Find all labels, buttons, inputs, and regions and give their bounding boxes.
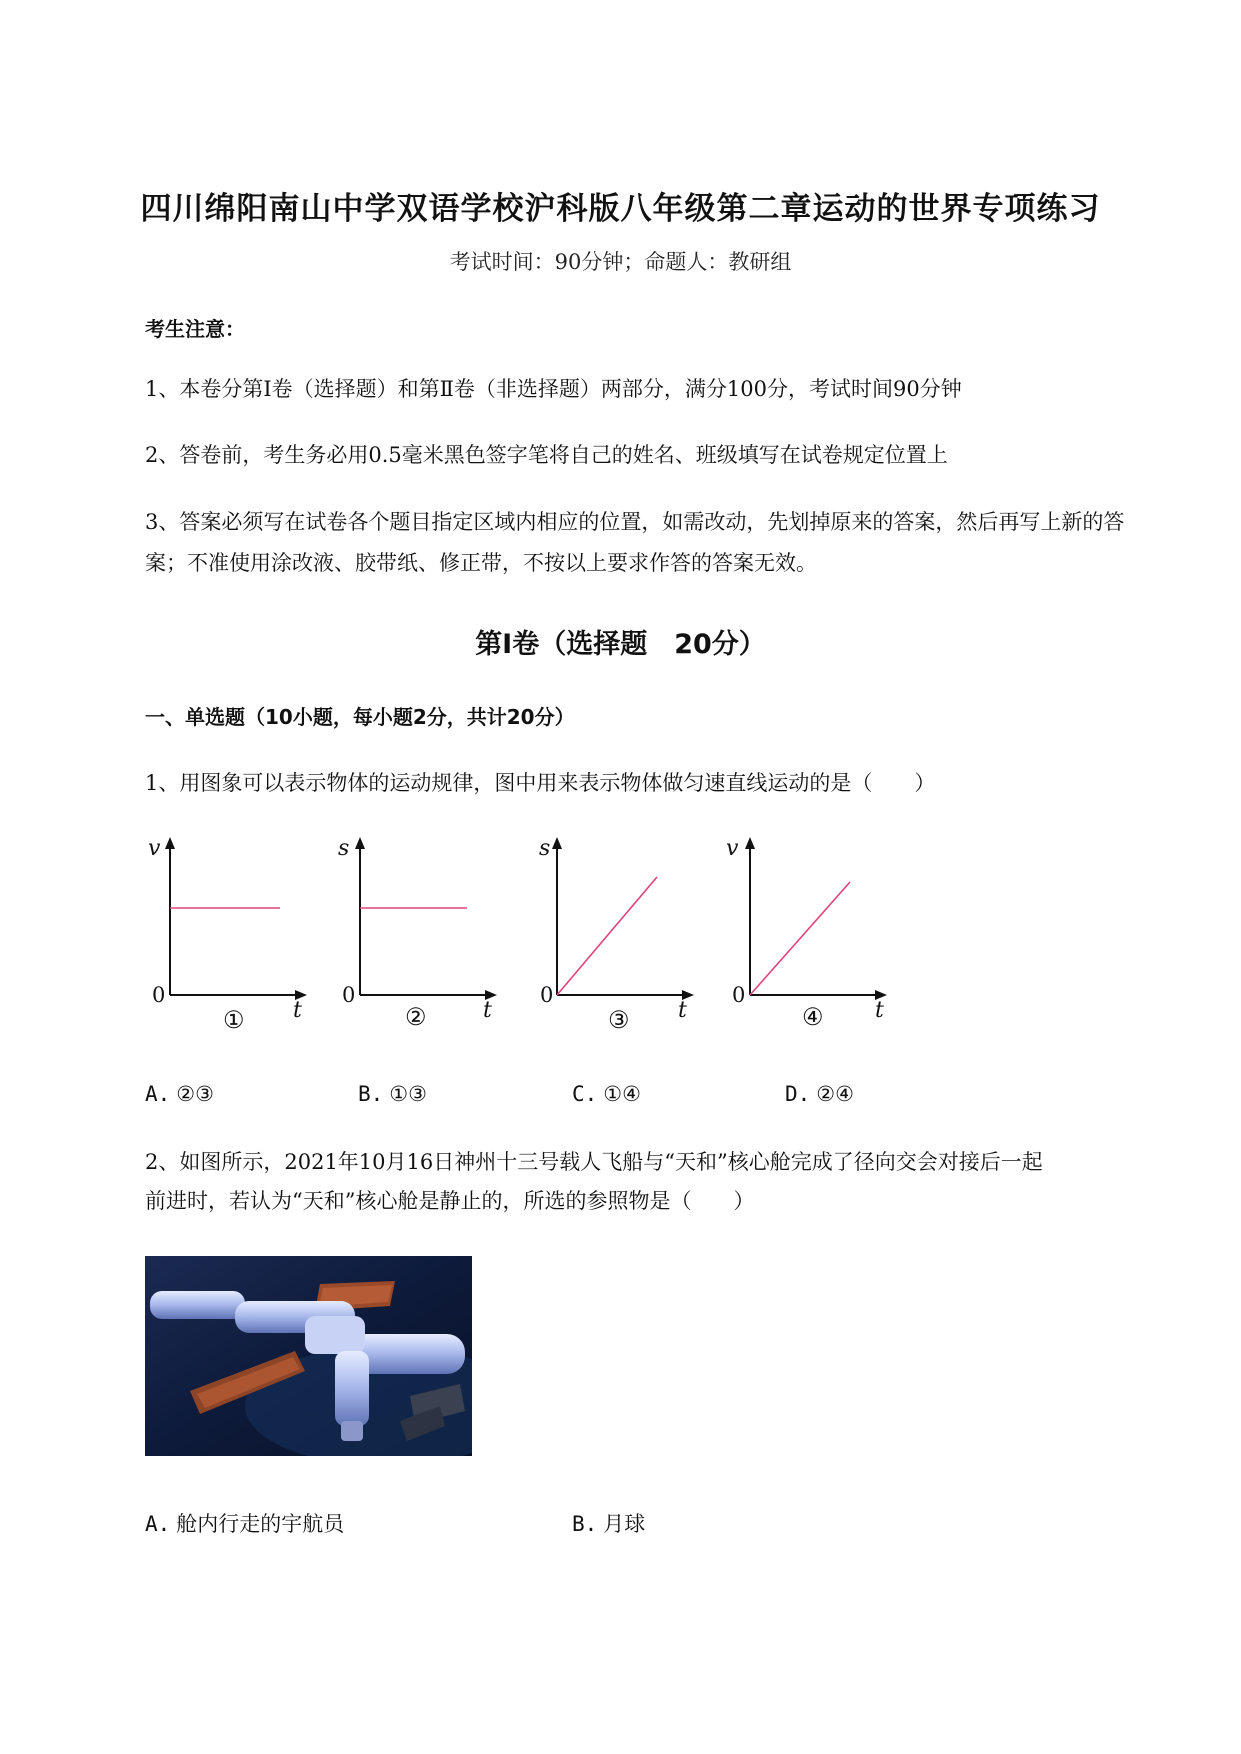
- graph-2: [335, 835, 525, 1035]
- question-1-option-c[interactable]: [572, 1082, 641, 1106]
- x-axis-label: t: [678, 998, 687, 1023]
- x-axis-label: t: [875, 998, 884, 1023]
- question-2-option-a[interactable]: [145, 1508, 344, 1538]
- option-text: ②④: [816, 1082, 854, 1106]
- exam-info: 考试时间：90分钟；命题人：教研组: [449, 250, 792, 274]
- part-heading: 一、单选题（10小题，每小题2分，共计20分）: [145, 705, 575, 729]
- document-title: 四川绵阳南山中学双语学校沪科版八年级第二章运动的世界专项练习: [140, 191, 1101, 227]
- x-axis-label: t: [293, 998, 302, 1023]
- question-2-option-b[interactable]: [572, 1508, 645, 1538]
- question-1-stem: 1、用图象可以表示物体的运动规律，图中用来表示物体做匀速直线运动的是（ ）: [145, 771, 936, 795]
- y-axis-label: v: [148, 836, 161, 861]
- option-text: 月球: [603, 1512, 646, 1536]
- x-axis-label: t: [483, 998, 492, 1023]
- question-1-option-a[interactable]: [145, 1082, 214, 1106]
- y-axis-label: s: [338, 836, 350, 861]
- option-letter: D.: [785, 1082, 811, 1106]
- option-text: 舱内行走的宇航员: [176, 1512, 345, 1536]
- graph-number: ④: [802, 1003, 824, 1031]
- graph-line: [557, 877, 657, 995]
- notice-item: 2、答卷前，考生务必用0.5毫米黑色签字笔将自己的姓名、班级填写在试卷规定位置上: [145, 443, 948, 467]
- graph-3: [532, 835, 722, 1035]
- option-letter: A.: [145, 1512, 171, 1536]
- graph-number: ②: [405, 1003, 427, 1031]
- option-letter: A.: [145, 1082, 171, 1106]
- option-text: ②③: [176, 1082, 214, 1106]
- graph-4: [725, 835, 915, 1035]
- graph-number: ③: [608, 1006, 630, 1034]
- option-text: ①③: [389, 1082, 427, 1106]
- option-letter: C.: [572, 1082, 598, 1106]
- notice-heading: 考生注意：: [145, 317, 245, 341]
- option-letter: B.: [572, 1512, 598, 1536]
- graph-1: [145, 835, 335, 1035]
- option-letter: B.: [358, 1082, 384, 1106]
- y-axis-label: s: [539, 836, 551, 861]
- question-2-stem: 前进时，若认为“天和”核心舱是静止的，所选的参照物是（ ）: [145, 1189, 755, 1213]
- question-1-option-b[interactable]: [358, 1082, 427, 1106]
- question-1-option-d[interactable]: [785, 1082, 854, 1106]
- notice-item: 3、答案必须写在试卷各个题目指定区域内相应的位置，如需改动，先划掉原来的答案，然后再写上新的答案；不准使用涂改液、胶带纸、修正带，不按以上要求作答的答案无效。: [145, 510, 1125, 575]
- y-axis-label: v: [726, 836, 739, 861]
- origin-label: 0: [152, 983, 166, 1007]
- space-station-image: [145, 1256, 472, 1456]
- section-title: 第Ⅰ卷（选择题 20分）: [475, 629, 766, 660]
- origin-label: 0: [342, 983, 356, 1007]
- notice-item: 1、本卷分第Ⅰ卷（选择题）和第Ⅱ卷（非选择题）两部分，满分100分，考试时间90分钟: [145, 377, 962, 401]
- graph-line: [750, 882, 850, 995]
- question-2-stem: 2、如图所示，2021年10月16日神州十三号载人飞船与“天和”核心舱完成了径向交会对接后一起: [145, 1150, 1043, 1174]
- origin-label: 0: [732, 983, 746, 1007]
- origin-label: 0: [540, 983, 554, 1007]
- graph-number: ①: [223, 1006, 245, 1034]
- option-text: ①④: [603, 1082, 641, 1106]
